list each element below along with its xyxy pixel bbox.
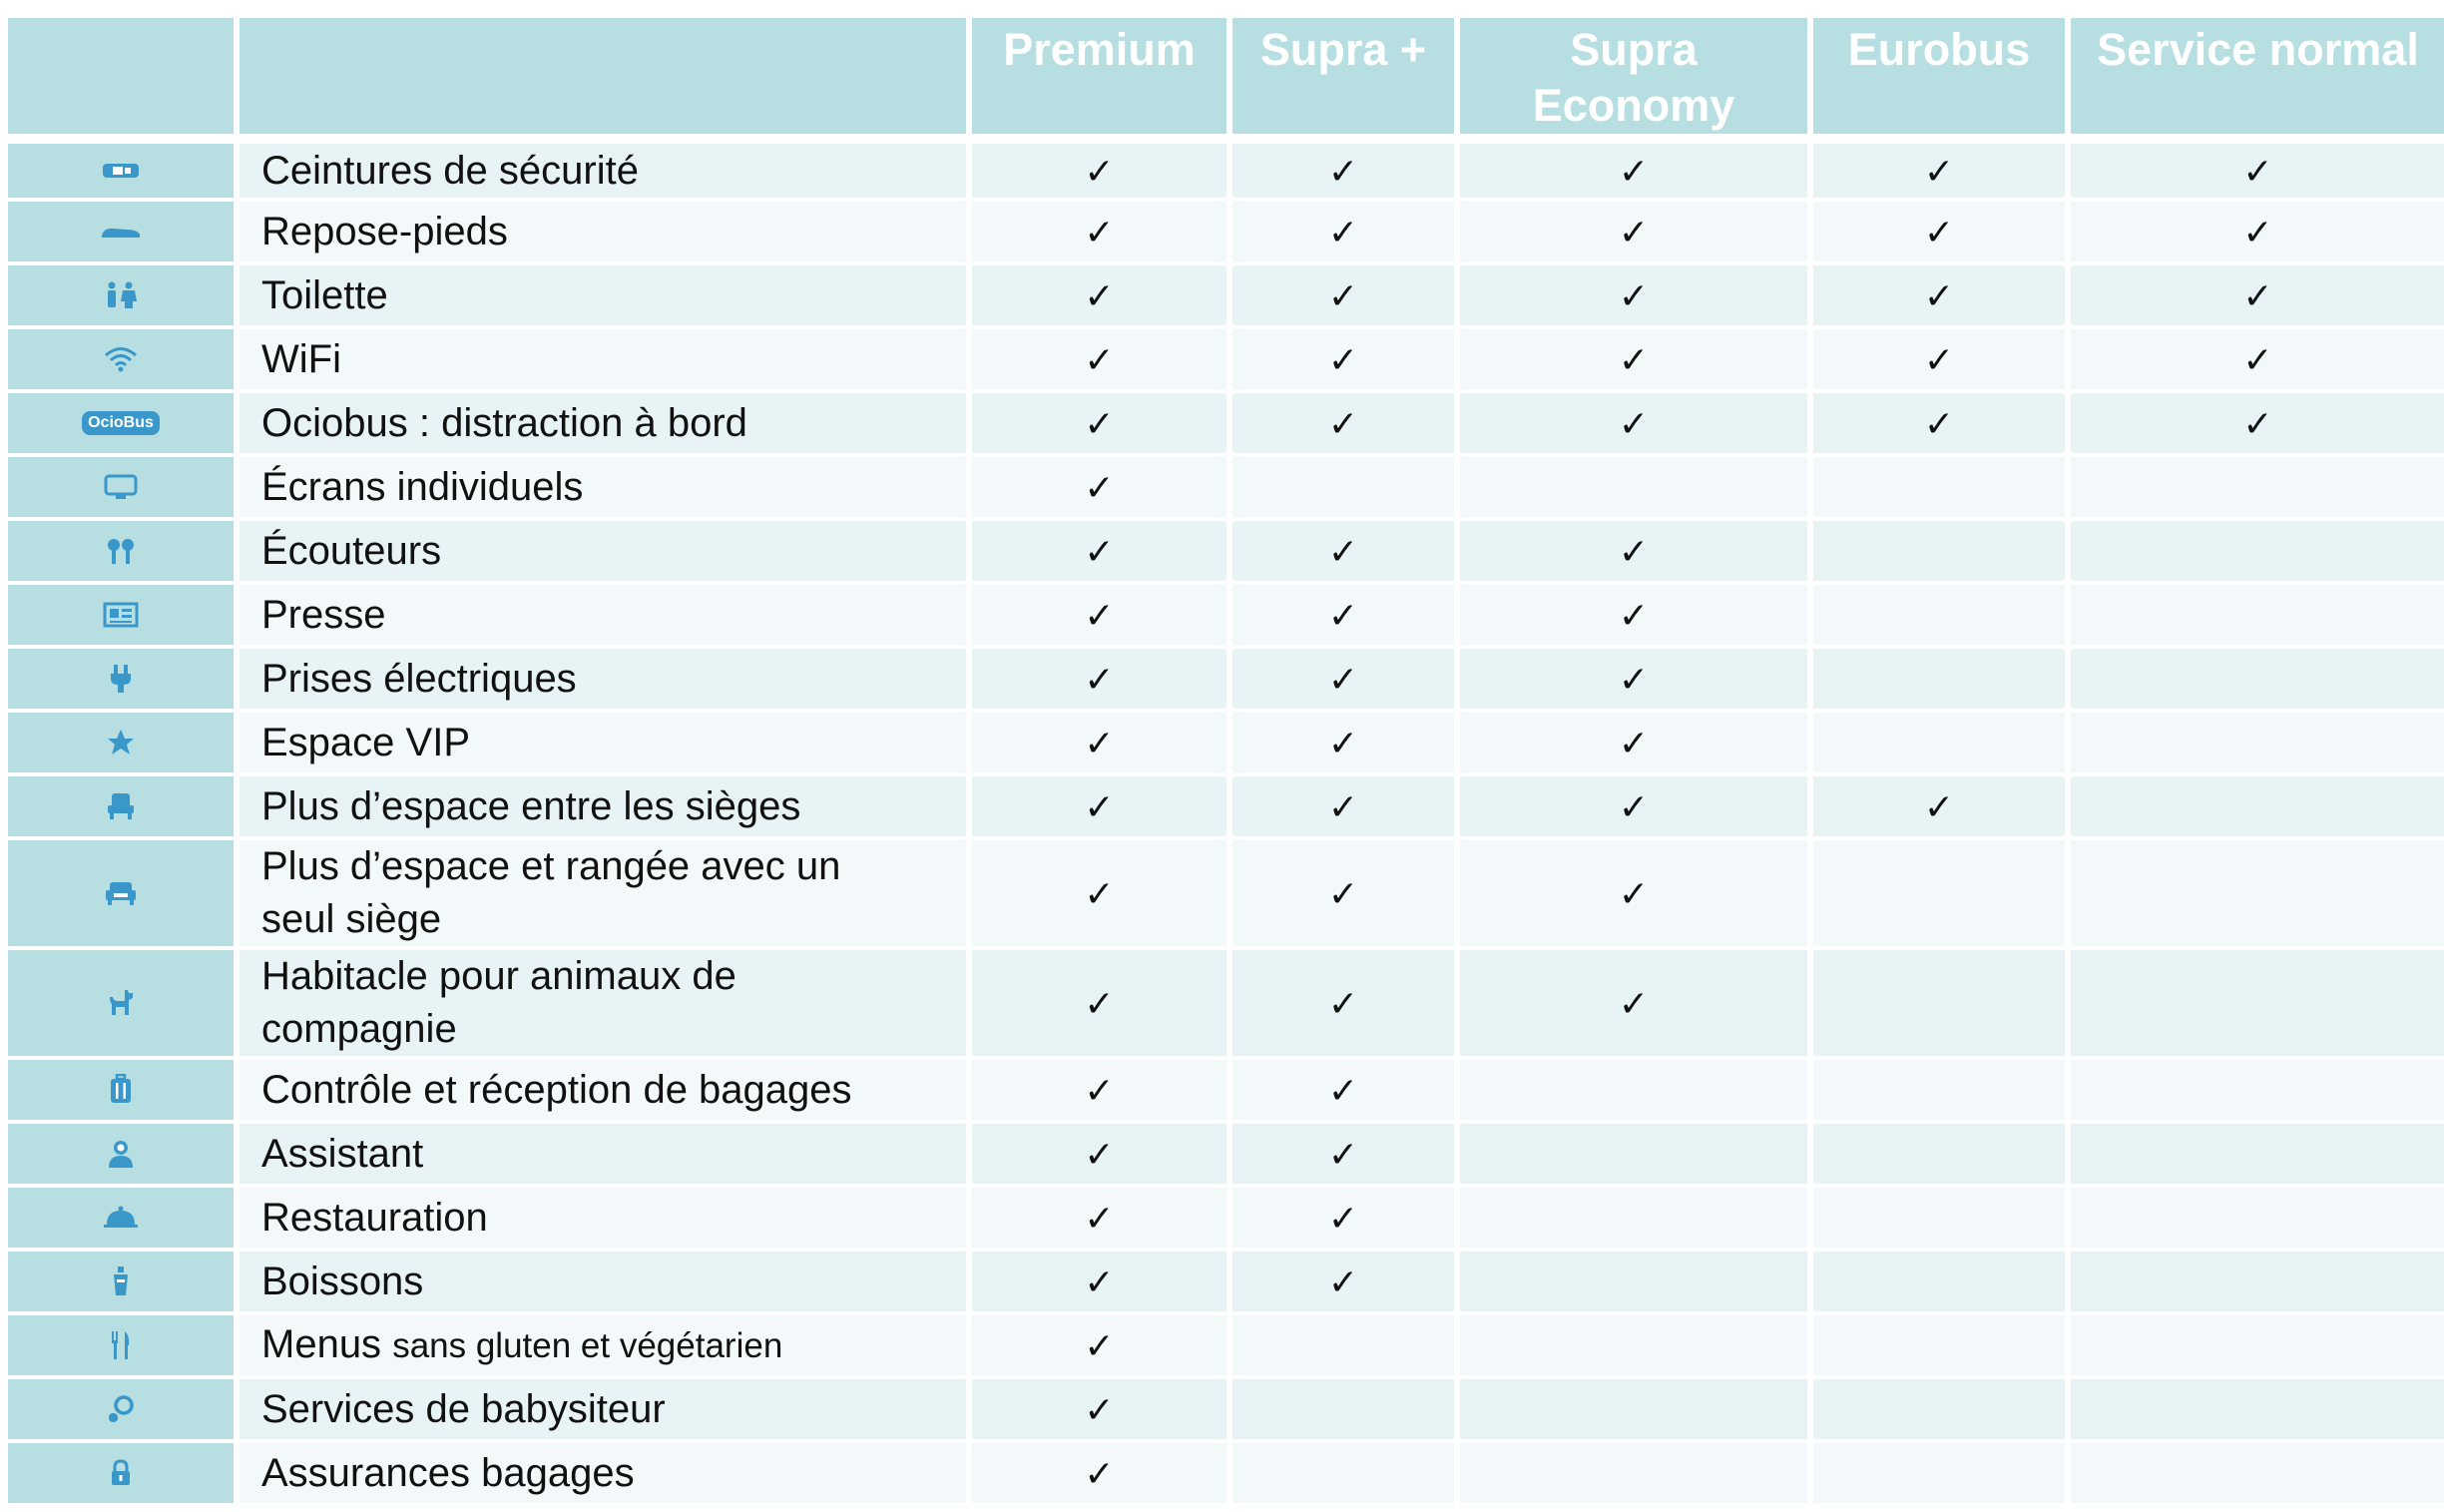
availability-cell — [1232, 1443, 1454, 1503]
feature-label-text: Assistant — [261, 1131, 424, 1176]
feature-label — [240, 265, 966, 325]
availability-cell — [2071, 1124, 2444, 1184]
availability-cell — [972, 776, 1226, 836]
availability-cell — [972, 840, 1226, 946]
availability-cell — [972, 649, 1226, 709]
seat-icon — [8, 791, 234, 821]
feature-label-text: Espace VIP — [261, 720, 471, 764]
availability-cell — [1232, 521, 1454, 581]
feature-label — [240, 393, 966, 453]
availability-cell — [2071, 1443, 2444, 1503]
availability-cell — [2071, 1060, 2444, 1120]
row-icon-cell — [8, 1188, 234, 1248]
check-mark: ✓ — [1618, 723, 1650, 764]
availability-cell — [972, 950, 1226, 1056]
availability-cell — [2071, 329, 2444, 389]
header-icon-cell — [8, 18, 234, 134]
availability-cell — [1813, 1124, 2065, 1184]
availability-cell — [1813, 776, 2065, 836]
availability-cell — [1460, 1443, 1807, 1503]
availability-cell — [2071, 1379, 2444, 1439]
availability-cell — [972, 1252, 1226, 1311]
check-mark: ✓ — [1618, 275, 1650, 317]
feature-label-text: Écouteurs — [261, 528, 442, 573]
check-mark: ✓ — [1327, 531, 1359, 573]
assistant-icon — [8, 1138, 234, 1170]
check-mark: ✓ — [1327, 1261, 1359, 1303]
row-icon-cell — [8, 329, 234, 389]
check-mark: ✓ — [1327, 275, 1359, 317]
feature-label-text: Ociobus : distraction à bord — [261, 400, 747, 445]
row-icon-cell — [8, 1124, 234, 1184]
check-mark: ✓ — [1923, 151, 1955, 193]
availability-cell — [972, 585, 1226, 645]
check-mark: ✓ — [2242, 403, 2273, 445]
table-row — [8, 950, 2444, 1056]
check-mark: ✓ — [1327, 873, 1359, 915]
feature-label-text: Repose-pieds — [261, 209, 508, 253]
availability-cell — [1232, 138, 1454, 198]
table-row — [8, 776, 2444, 836]
availability-cell — [1232, 457, 1454, 517]
table-row — [8, 1252, 2444, 1311]
feature-label — [240, 138, 966, 198]
availability-cell — [1232, 585, 1454, 645]
feature-label-text: Boissons — [261, 1259, 424, 1303]
check-mark: ✓ — [1618, 339, 1650, 381]
check-mark: ✓ — [1618, 983, 1650, 1025]
check-mark: ✓ — [1084, 595, 1115, 637]
availability-cell — [1813, 713, 2065, 772]
table-row — [8, 393, 2444, 453]
check-mark: ✓ — [1327, 151, 1359, 193]
check-mark: ✓ — [1618, 659, 1650, 701]
availability-cell — [1232, 1252, 1454, 1311]
check-mark: ✓ — [2242, 212, 2273, 253]
cloche-icon — [8, 1205, 234, 1231]
row-icon-cell — [8, 840, 234, 946]
availability-cell — [1232, 393, 1454, 453]
availability-cell — [2071, 649, 2444, 709]
availability-cell — [1232, 329, 1454, 389]
availability-cell — [2071, 840, 2444, 946]
table-row — [8, 713, 2444, 772]
availability-cell — [972, 1188, 1226, 1248]
availability-cell — [2071, 713, 2444, 772]
check-mark: ✓ — [2242, 151, 2273, 193]
check-mark: ✓ — [1084, 1325, 1115, 1367]
check-mark: ✓ — [1327, 1070, 1359, 1112]
availability-cell — [2071, 265, 2444, 325]
feature-label — [240, 1379, 966, 1439]
availability-cell — [1460, 649, 1807, 709]
check-mark: ✓ — [1084, 1198, 1115, 1240]
seatbelt-icon — [8, 160, 234, 182]
feature-label-text: Plus d’espace et rangée avec un seul siège — [261, 844, 841, 941]
row-icon-cell — [8, 776, 234, 836]
pet-icon — [8, 987, 234, 1019]
check-mark: ✓ — [1084, 275, 1115, 317]
feature-label-text: Services de babysiteur — [261, 1386, 666, 1431]
availability-cell — [1813, 393, 2065, 453]
availability-cell — [1460, 1252, 1807, 1311]
availability-cell — [2071, 202, 2444, 261]
check-mark: ✓ — [1618, 873, 1650, 915]
availability-cell — [1813, 1188, 2065, 1248]
availability-cell — [2071, 1315, 2444, 1375]
feature-label — [240, 776, 966, 836]
table-row — [8, 329, 2444, 389]
check-mark: ✓ — [1327, 212, 1359, 253]
feature-label-text: Restauration — [261, 1195, 488, 1240]
lock-icon — [8, 1458, 234, 1488]
availability-cell — [1813, 265, 2065, 325]
availability-cell — [972, 393, 1226, 453]
availability-cell — [972, 1124, 1226, 1184]
availability-cell — [972, 1315, 1226, 1375]
earphones-icon — [8, 536, 234, 566]
availability-cell — [1232, 1188, 1454, 1248]
row-icon-cell — [8, 457, 234, 517]
check-mark: ✓ — [1327, 595, 1359, 637]
feature-label — [240, 950, 966, 1056]
row-icon-cell — [8, 265, 234, 325]
column-header: Eurobus — [1813, 18, 2065, 134]
check-mark: ✓ — [1923, 786, 1955, 828]
feature-label-text: Ceintures de sécurité — [261, 148, 639, 193]
availability-cell — [1813, 1315, 2065, 1375]
feature-label-text: Prises électriques — [261, 656, 577, 701]
feature-label-detail: sans gluten et végétarien — [392, 1326, 783, 1365]
feature-label — [240, 521, 966, 581]
table-row — [8, 1060, 2444, 1120]
check-mark: ✓ — [1084, 1389, 1115, 1431]
check-mark: ✓ — [1327, 786, 1359, 828]
availability-cell — [972, 1443, 1226, 1503]
availability-cell — [2071, 776, 2444, 836]
availability-cell — [1813, 585, 2065, 645]
restroom-icon — [8, 281, 234, 309]
feature-label-text: Contrôle et réception de bagages — [261, 1067, 852, 1112]
availability-cell — [1813, 329, 2065, 389]
availability-cell — [1460, 1060, 1807, 1120]
check-mark: ✓ — [1327, 983, 1359, 1025]
feature-label-text: Menus — [261, 1322, 382, 1366]
table-row — [8, 138, 2444, 198]
feature-label — [240, 329, 966, 389]
availability-cell — [1232, 1379, 1454, 1439]
check-mark: ✓ — [1923, 275, 1955, 317]
availability-cell — [2071, 521, 2444, 581]
feature-label — [240, 585, 966, 645]
feature-label — [240, 840, 966, 946]
feature-label — [240, 1124, 966, 1184]
availability-cell — [1232, 713, 1454, 772]
check-mark: ✓ — [1084, 659, 1115, 701]
table-row — [8, 265, 2444, 325]
availability-cell — [1460, 950, 1807, 1056]
availability-cell — [1813, 1060, 2065, 1120]
wifi-icon — [8, 345, 234, 373]
feature-label — [240, 1060, 966, 1120]
availability-cell — [2071, 1252, 2444, 1311]
feature-label — [240, 202, 966, 261]
availability-cell — [1232, 1060, 1454, 1120]
availability-cell — [1460, 329, 1807, 389]
screen-icon — [8, 473, 234, 501]
row-icon-cell — [8, 1443, 234, 1503]
header-feature-cell — [240, 18, 966, 134]
check-mark: ✓ — [1618, 531, 1650, 573]
check-mark: ✓ — [1084, 1070, 1115, 1112]
row-icon-cell — [8, 393, 234, 453]
row-icon-cell — [8, 713, 234, 772]
availability-cell — [1232, 649, 1454, 709]
check-mark: ✓ — [1327, 1134, 1359, 1176]
check-mark: ✓ — [1618, 786, 1650, 828]
availability-cell — [1460, 393, 1807, 453]
check-mark: ✓ — [2242, 275, 2273, 317]
availability-cell — [1460, 1379, 1807, 1439]
check-mark: ✓ — [1327, 339, 1359, 381]
availability-cell — [972, 265, 1226, 325]
availability-cell — [1460, 1124, 1807, 1184]
availability-cell — [1460, 138, 1807, 198]
availability-cell — [972, 329, 1226, 389]
availability-cell — [1813, 1379, 2065, 1439]
availability-cell — [1232, 950, 1454, 1056]
check-mark: ✓ — [1923, 212, 1955, 253]
luggage-icon — [8, 1074, 234, 1106]
check-mark: ✓ — [1923, 339, 1955, 381]
feature-label — [240, 1252, 966, 1311]
availability-cell — [2071, 950, 2444, 1056]
availability-cell — [1232, 776, 1454, 836]
feature-label — [240, 1188, 966, 1248]
availability-cell — [1813, 202, 2065, 261]
check-mark: ✓ — [1084, 531, 1115, 573]
table-row — [8, 1379, 2444, 1439]
feature-label-text: WiFi — [261, 336, 341, 381]
services-table — [2, 14, 2444, 1507]
ociobus-logo-icon: OcioBus — [82, 411, 160, 435]
table-row — [8, 649, 2444, 709]
check-mark: ✓ — [1327, 1198, 1359, 1240]
row-icon-cell — [8, 649, 234, 709]
newspaper-icon — [8, 601, 234, 629]
availability-cell — [1232, 202, 1454, 261]
column-header: Supra + — [1232, 18, 1454, 134]
table-row — [8, 840, 2444, 946]
row-icon-cell — [8, 1315, 234, 1375]
row-icon-cell — [8, 521, 234, 581]
availability-cell — [1232, 1315, 1454, 1375]
check-mark: ✓ — [1618, 212, 1650, 253]
availability-cell — [1813, 1443, 2065, 1503]
check-mark: ✓ — [1084, 786, 1115, 828]
availability-cell — [972, 138, 1226, 198]
row-icon-cell — [8, 585, 234, 645]
table-row — [8, 521, 2444, 581]
feature-label-text: Assurances bagages — [261, 1450, 635, 1495]
row-icon-cell — [8, 1252, 234, 1311]
availability-cell — [2071, 585, 2444, 645]
feature-label — [240, 457, 966, 517]
availability-cell — [1232, 840, 1454, 946]
check-mark: ✓ — [1327, 659, 1359, 701]
feature-label — [240, 1315, 966, 1375]
availability-cell — [1460, 521, 1807, 581]
check-mark: ✓ — [1084, 1261, 1115, 1303]
availability-cell — [1813, 649, 2065, 709]
row-icon-cell — [8, 202, 234, 261]
row-icon-cell — [8, 138, 234, 198]
check-mark: ✓ — [1084, 723, 1115, 764]
table-row — [8, 1315, 2444, 1375]
check-mark: ✓ — [1084, 339, 1115, 381]
feature-label-text: Écrans individuels — [261, 464, 584, 509]
check-mark: ✓ — [1084, 467, 1115, 509]
availability-cell — [972, 521, 1226, 581]
check-mark: ✓ — [1327, 403, 1359, 445]
column-header: Service normal — [2071, 18, 2444, 134]
availability-cell — [1460, 776, 1807, 836]
column-header: Supra Economy — [1460, 18, 1807, 134]
table-row — [8, 1124, 2444, 1184]
star-icon — [8, 728, 234, 757]
feature-label-text: Habitacle pour animaux de compagnie — [261, 954, 736, 1051]
feature-label-text: Presse — [261, 592, 386, 637]
drink-icon — [8, 1265, 234, 1297]
availability-cell — [2071, 1188, 2444, 1248]
row-icon-cell — [8, 1379, 234, 1439]
feature-label — [240, 1443, 966, 1503]
check-mark: ✓ — [1084, 873, 1115, 915]
availability-cell — [1460, 265, 1807, 325]
check-mark: ✓ — [1618, 151, 1650, 193]
availability-cell — [1813, 521, 2065, 581]
column-header: Premium — [972, 18, 1226, 134]
table-row — [8, 1188, 2444, 1248]
check-mark: ✓ — [1618, 403, 1650, 445]
row-icon-cell — [8, 1060, 234, 1120]
availability-cell — [1232, 265, 1454, 325]
feature-label-text: Toilette — [261, 272, 388, 317]
table-row — [8, 457, 2444, 517]
availability-cell — [1460, 840, 1807, 946]
footrest-icon — [8, 222, 234, 242]
availability-cell — [2071, 457, 2444, 517]
check-mark: ✓ — [1084, 1453, 1115, 1495]
feature-label-text: Plus d’espace entre les sièges — [261, 783, 801, 828]
single-seat-icon — [8, 879, 234, 907]
cutlery-icon — [8, 1329, 234, 1361]
pacifier-icon — [8, 1394, 234, 1424]
availability-cell — [1460, 1315, 1807, 1375]
table-row — [8, 585, 2444, 645]
check-mark: ✓ — [1084, 212, 1115, 253]
plug-icon — [8, 664, 234, 694]
availability-cell — [972, 1379, 1226, 1439]
check-mark: ✓ — [1923, 403, 1955, 445]
availability-cell — [972, 457, 1226, 517]
availability-cell — [1460, 713, 1807, 772]
check-mark: ✓ — [1084, 983, 1115, 1025]
availability-cell — [972, 202, 1226, 261]
feature-label — [240, 713, 966, 772]
check-mark: ✓ — [2242, 339, 2273, 381]
availability-cell — [972, 713, 1226, 772]
availability-cell — [1813, 1252, 2065, 1311]
check-mark: ✓ — [1618, 595, 1650, 637]
availability-cell — [1460, 585, 1807, 645]
availability-cell — [1813, 840, 2065, 946]
availability-cell — [1813, 138, 2065, 198]
availability-cell — [2071, 138, 2444, 198]
availability-cell — [1813, 950, 2065, 1056]
check-mark: ✓ — [1084, 403, 1115, 445]
availability-cell — [1813, 457, 2065, 517]
header-row — [8, 18, 2444, 134]
feature-label — [240, 649, 966, 709]
table-row — [8, 1443, 2444, 1503]
availability-cell — [1460, 1188, 1807, 1248]
availability-cell — [1232, 1124, 1454, 1184]
availability-cell — [972, 1060, 1226, 1120]
row-icon-cell — [8, 950, 234, 1056]
check-mark: ✓ — [1084, 151, 1115, 193]
check-mark: ✓ — [1084, 1134, 1115, 1176]
availability-cell — [1460, 457, 1807, 517]
availability-cell — [2071, 393, 2444, 453]
check-mark: ✓ — [1327, 723, 1359, 764]
table-row — [8, 202, 2444, 261]
availability-cell — [1460, 202, 1807, 261]
